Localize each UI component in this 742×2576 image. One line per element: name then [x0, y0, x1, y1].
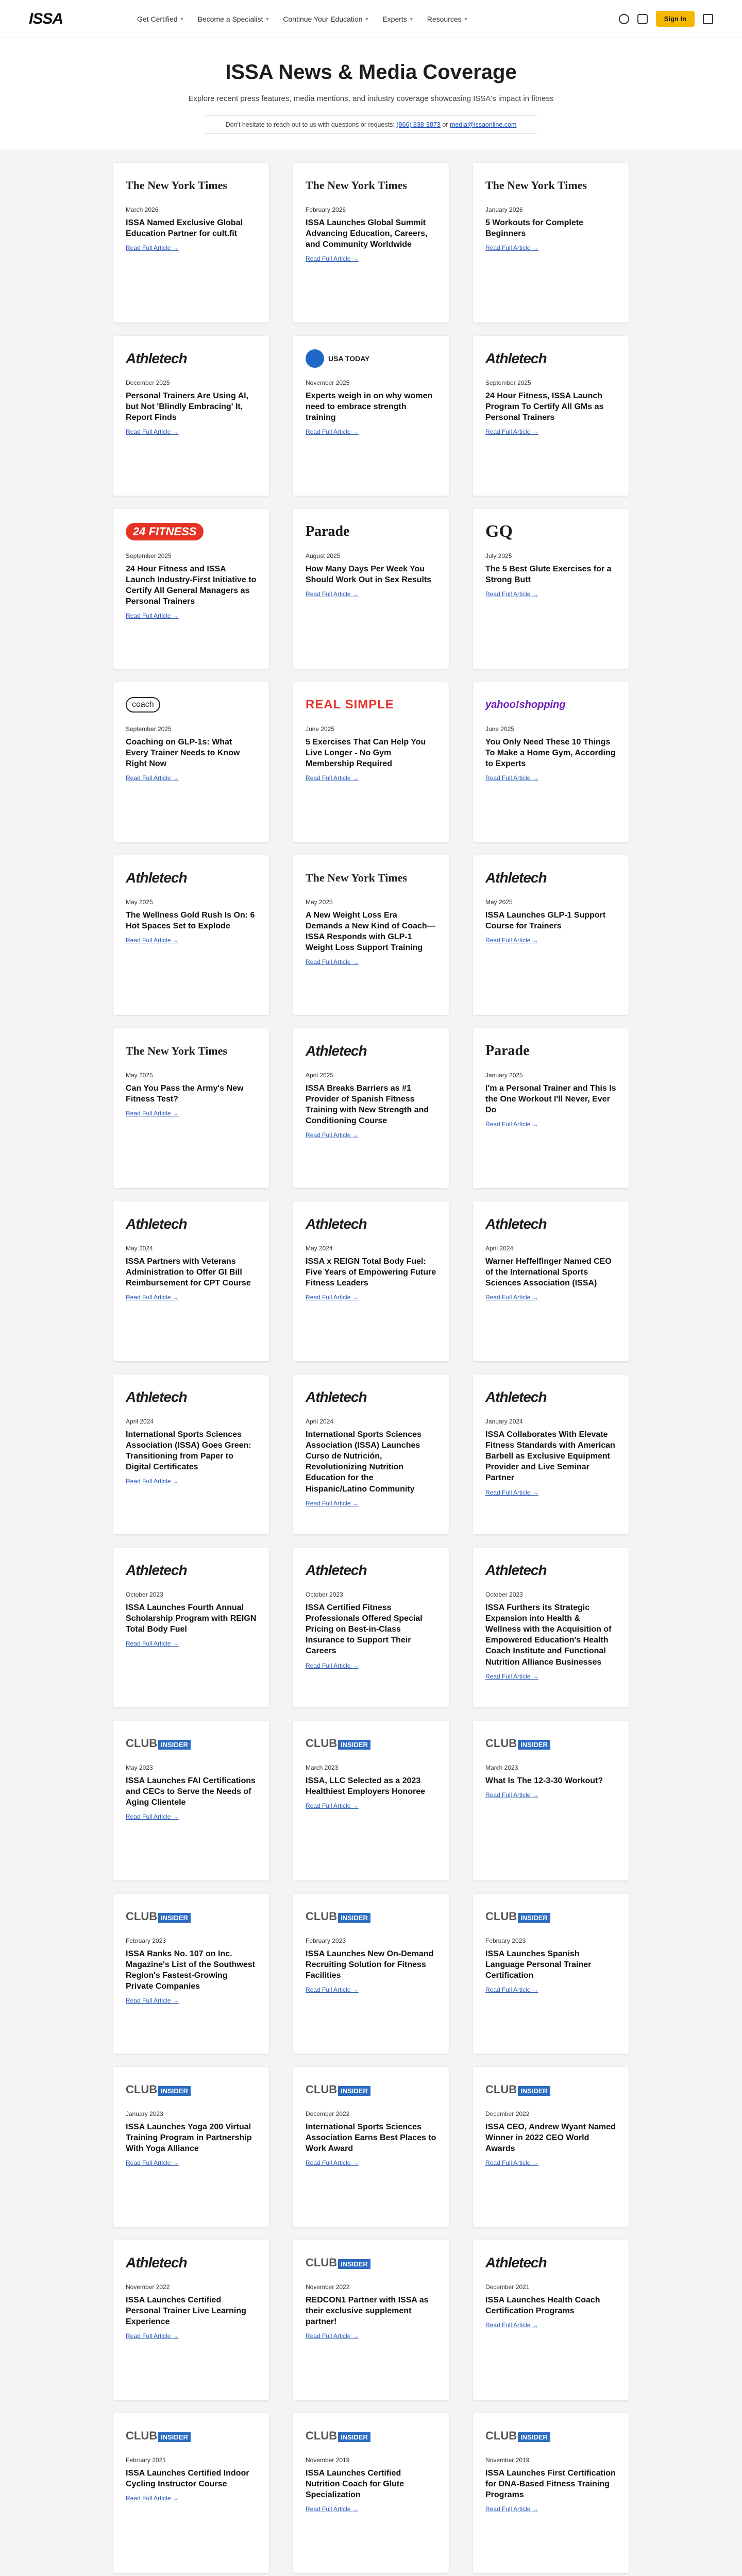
read-article-link[interactable]: Read Full Article →	[306, 958, 359, 966]
ath-logo: Athletech	[485, 870, 547, 886]
article-title: Personal Trainers Are Using AI, but Not 'Blindly Embracing' It, Report Finds	[126, 392, 249, 422]
publication-logo	[306, 2078, 436, 2101]
article-title: ISSA Launches Certified Nutrition Coach for Glute Specialization	[306, 2469, 404, 2500]
hero	[0, 38, 742, 149]
news-card	[473, 855, 629, 1015]
article-title: ISSA Launches Certified Personal Trainer Live Learning Experience	[126, 2296, 246, 2327]
article-title: ISSA Launches Certified Indoor Cycling Instructor Course	[126, 2469, 249, 2489]
read-article-link[interactable]: Read Full Article →	[485, 1986, 538, 1994]
article-date: May 2025	[126, 1072, 153, 1079]
article-title: You Only Need These 10 Things To Make a Home Gym, According to Experts	[485, 738, 616, 769]
read-article-link[interactable]: Read Full Article →	[485, 2159, 538, 2167]
news-card	[293, 855, 449, 1015]
media-phone-link[interactable]: (866) 838-3873	[396, 121, 441, 128]
article-date: February 2021	[126, 2456, 166, 2464]
news-card	[473, 1548, 629, 1707]
read-article-link[interactable]: Read Full Article →	[126, 774, 179, 782]
club-logo: CLUB INSIDER	[306, 2083, 370, 2096]
article-title: ISSA Furthers its Strategic Expansion into Health & Wellness with the Acquisition of Empowered Education's Health Coach Institute and Functional Nutrition Alliance Businesses	[485, 1603, 612, 1667]
news-card	[473, 1201, 629, 1361]
article-date: January 2026	[485, 206, 523, 213]
article-date: April 2024	[126, 1418, 154, 1425]
read-article-link[interactable]: Read Full Article →	[306, 1499, 359, 1507]
news-card	[293, 336, 449, 496]
article-title: ISSA Launches First Certification for DNA-Based Fitness Training Programs	[485, 2469, 616, 2500]
read-article-link[interactable]: Read Full Article →	[485, 244, 538, 252]
article-date: May 2024	[126, 1245, 153, 1252]
publication-logo	[485, 1040, 616, 1062]
news-card	[473, 1375, 629, 1534]
article-date: September 2025	[126, 725, 172, 733]
ath-logo: Athletech	[485, 1216, 547, 1232]
publication-logo	[485, 1905, 616, 1928]
news-card	[113, 509, 269, 669]
article-date: June 2025	[306, 725, 335, 733]
publication-logo	[306, 2251, 436, 2274]
nyt-logo: The New York Times	[306, 871, 407, 884]
publication-logo	[306, 347, 436, 370]
article-title: How Many Days Per Week You Should Work Out in Sex Results	[306, 565, 432, 585]
article-title: ISSA Launches Spanish Language Personal Trainer Certification	[485, 1950, 592, 1980]
nav-continue-education[interactable]: Continue Your Education ▼	[283, 14, 369, 23]
read-article-link[interactable]: Read Full Article →	[126, 2495, 179, 2502]
article-date: April 2024	[485, 1245, 514, 1252]
article-date: October 2023	[485, 1591, 523, 1598]
article-title: ISSA Named Exclusive Global Education Partner for cult.fit	[126, 218, 243, 239]
news-card	[293, 1548, 449, 1707]
publication-logo	[306, 1386, 436, 1409]
issa-logo[interactable]: ISSA	[29, 10, 63, 27]
news-card	[293, 509, 449, 669]
parade-logo: Parade	[306, 523, 350, 539]
read-article-link[interactable]: Read Full Article →	[126, 1640, 179, 1648]
publication-logo	[306, 867, 436, 889]
publication-logo	[126, 693, 257, 716]
page-title: ISSA News & Media Coverage	[225, 61, 517, 83]
read-article-link[interactable]: Read Full Article →	[126, 1110, 179, 1117]
article-title: International Sports Sciences Association Earns Best Places to Work Award	[306, 2123, 436, 2154]
publication-logo	[485, 2425, 616, 2447]
club-logo: CLUB INSIDER	[306, 2429, 370, 2443]
club-logo: CLUB INSIDER	[306, 1910, 370, 1923]
read-article-link[interactable]: Read Full Article →	[485, 1672, 538, 1680]
article-title: ISSA Launches Yoga 200 Virtual Training Program in Partnership With Yoga Alliance	[126, 2123, 252, 2154]
read-article-link[interactable]: Read Full Article →	[306, 255, 359, 263]
chevron-down-icon: ▼	[463, 16, 468, 22]
publication-logo	[126, 867, 257, 889]
ath-logo: Athletech	[126, 350, 187, 366]
article-title: ISSA Partners with Veterans Administration to Offer GI Bill Reimbursement for CPT Course	[126, 1257, 251, 1288]
news-card	[113, 2413, 269, 2573]
publication-logo	[126, 1213, 257, 1235]
club-logo: CLUB INSIDER	[126, 2429, 191, 2443]
read-article-link[interactable]: Read Full Article →	[126, 1997, 179, 2005]
news-card	[293, 1201, 449, 1361]
read-article-link[interactable]: Read Full Article →	[485, 937, 538, 944]
read-article-link[interactable]: Read Full Article →	[485, 1791, 538, 1799]
club-logo: CLUB INSIDER	[126, 2083, 191, 2096]
read-article-link[interactable]: Read Full Article →	[485, 2321, 538, 2329]
search-icon[interactable]	[619, 14, 629, 24]
news-card	[293, 1028, 449, 1188]
article-date: January 2023	[126, 2110, 163, 2117]
article-date: September 2025	[485, 379, 531, 386]
article-title: ISSA Launches New On-Demand Recruiting Solution for Fitness Facilities	[306, 1950, 434, 1980]
gq-logo: GQ	[485, 522, 513, 541]
news-card	[113, 1028, 269, 1188]
article-date: November 2019	[306, 2456, 350, 2464]
article-title: 24 Hour Fitness and ISSA Launch Industry-First Initiative to Certify All General Managers as Personal Trainers	[126, 565, 257, 606]
publication-logo	[306, 174, 436, 197]
article-title: ISSA Launches Global Summit Advancing Education, Careers, and Community Worldwide	[306, 218, 428, 249]
ath-logo: Athletech	[126, 2255, 187, 2270]
news-card	[113, 1894, 269, 2054]
contact-note: Don't hesitate to reach out to us with questions or requests: (866) 838-3873 or media@issaonline.com	[205, 115, 537, 134]
article-date: April 2025	[306, 1072, 334, 1079]
news-grid	[113, 149, 629, 2576]
publication-logo	[126, 174, 257, 197]
publication-logo	[485, 1732, 616, 1755]
read-article-link[interactable]: Read Full Article →	[306, 1131, 359, 1139]
article-date: September 2025	[126, 552, 172, 560]
news-card	[473, 336, 629, 496]
news-card	[293, 2413, 449, 2573]
article-date: October 2023	[126, 1591, 163, 1598]
news-card	[293, 1721, 449, 1880]
article-title: ISSA x REIGN Total Body Fuel: Five Years of Empowering Future Fitness Leaders	[306, 1257, 436, 1288]
club-logo: CLUB INSIDER	[126, 1737, 191, 1750]
read-article-link[interactable]: Read Full Article →	[306, 590, 359, 598]
article-title: ISSA, LLC Selected as a 2023 Healthiest Employers Honoree	[306, 1776, 426, 1797]
news-card	[473, 1894, 629, 2054]
article-date: March 2023	[485, 1764, 518, 1771]
article-date: August 2025	[306, 552, 341, 560]
publication-logo	[126, 1559, 257, 1582]
article-date: May 2025	[485, 899, 513, 906]
news-card	[113, 1548, 269, 1707]
article-date: May 2025	[306, 899, 333, 906]
article-date: March 2026	[126, 206, 159, 213]
news-card	[113, 2240, 269, 2400]
publication-logo	[126, 1905, 257, 1928]
read-article-link[interactable]: Read Full Article →	[306, 1802, 359, 1810]
chevron-down-icon: ▼	[265, 16, 270, 22]
site-header	[0, 0, 742, 38]
news-card	[113, 336, 269, 496]
news-card	[113, 2067, 269, 2227]
ath-logo: Athletech	[126, 1216, 187, 1232]
publication-logo	[126, 1040, 257, 1062]
article-title: REDCON1 Partner with ISSA as their exclusive supplement partner!	[306, 2296, 429, 2327]
publication-logo	[485, 693, 616, 716]
article-date: November 2022	[126, 2283, 170, 2291]
ath-logo: Athletech	[306, 1043, 367, 1059]
read-article-link[interactable]: Read Full Article →	[306, 428, 359, 436]
publication-logo	[485, 520, 616, 543]
publication-logo	[485, 174, 616, 197]
article-title: 5 Exercises That Can Help You Live Longer - No Gym Membership Required	[306, 738, 426, 769]
article-date: January 2024	[485, 1418, 523, 1425]
ath-logo: Athletech	[485, 1389, 547, 1405]
article-title: International Sports Sciences Association (ISSA) Launches Curso de Nutrición, Revolutionizing Nutrition Education for the Hispanic/Latino Community	[306, 1430, 421, 1494]
article-date: March 2023	[306, 1764, 339, 1771]
publication-logo	[126, 2078, 257, 2101]
news-card	[293, 682, 449, 842]
news-card	[113, 1375, 269, 1534]
read-article-link[interactable]: Read Full Article →	[306, 774, 359, 782]
article-date: October 2023	[306, 1591, 343, 1598]
news-card	[473, 509, 629, 669]
publication-logo	[126, 347, 257, 370]
chevron-down-icon: ▼	[409, 16, 414, 22]
article-title: ISSA CEO, Andrew Wyant Named Winner in 2022 CEO World Awards	[485, 2123, 616, 2154]
article-title: What Is The 12-3-30 Workout?	[485, 1776, 603, 1785]
ath-logo: Athletech	[485, 2255, 547, 2270]
usa-logo: USA TODAY	[306, 349, 369, 368]
article-title: ISSA Launches GLP-1 Support Course for Trainers	[485, 911, 606, 931]
read-article-link[interactable]: Read Full Article →	[306, 2505, 359, 2513]
header-actions	[619, 11, 713, 27]
club-logo: CLUB INSIDER	[306, 1737, 370, 1750]
nav-resources[interactable]: Resources ▼	[427, 14, 468, 23]
read-article-link[interactable]: Read Full Article →	[126, 612, 179, 620]
rs-logo: REAL SIMPLE	[306, 698, 394, 711]
publication-logo	[126, 2425, 257, 2447]
publication-logo	[485, 1213, 616, 1235]
chevron-down-icon: ▼	[364, 16, 369, 22]
news-card	[473, 1028, 629, 1188]
article-title: The Wellness Gold Rush Is On: 6 Hot Spaces Set to Explode	[126, 911, 255, 931]
ath-logo: Athletech	[306, 1216, 367, 1232]
article-title: 5 Workouts for Complete Beginners	[485, 218, 583, 239]
news-card	[473, 682, 629, 842]
news-card	[293, 2240, 449, 2400]
read-article-link[interactable]: Read Full Article →	[126, 1813, 179, 1821]
article-title: ISSA Ranks No. 107 on Inc. Magazine's List of the Southwest Region's Fastest-Growing Private Companies	[126, 1950, 255, 1991]
club-logo: CLUB INSIDER	[126, 1910, 191, 1923]
news-card	[473, 2240, 629, 2400]
club-logo: CLUB INSIDER	[485, 1737, 550, 1750]
read-article-link[interactable]: Read Full Article →	[485, 1488, 538, 1496]
news-card	[473, 2067, 629, 2227]
news-card	[113, 163, 269, 323]
club-logo: CLUB INSIDER	[306, 2256, 370, 2269]
news-card	[293, 1894, 449, 2054]
ath-logo: Athletech	[306, 1389, 367, 1405]
publication-logo	[485, 867, 616, 889]
article-title: Coaching on GLP-1s: What Every Trainer Needs to Know Right Now	[126, 738, 240, 769]
article-date: December 2022	[485, 2110, 530, 2117]
news-card	[293, 163, 449, 323]
article-title: ISSA Collaborates With Elevate Fitness Standards with American Barbell as Exclusive Equipment Provider and Live Seminar Partner	[485, 1430, 615, 1483]
article-date: May 2024	[306, 1245, 333, 1252]
article-date: December 2022	[306, 2110, 350, 2117]
article-title: International Sports Sciences Association (ISSA) Goes Green: Transitioning from Paper to Digital Certificates	[126, 1430, 251, 1472]
main-nav	[137, 15, 619, 23]
article-date: November 2019	[485, 2456, 530, 2464]
article-title: Can You Pass the Army's New Fitness Test?	[126, 1084, 244, 1104]
read-article-link[interactable]: Read Full Article →	[485, 1121, 538, 1128]
news-card	[473, 163, 629, 323]
news-card	[293, 2067, 449, 2227]
page-subtitle: Explore recent press features, media mentions, and industry coverage showcasing ISSA's impact in fitness	[188, 94, 554, 103]
cart-icon[interactable]	[703, 14, 713, 24]
read-article-link[interactable]: Read Full Article →	[126, 937, 179, 944]
article-title: ISSA Certified Fitness Professionals Offered Special Pricing on Best-in-Class Insurance to Support Their Careers	[306, 1603, 423, 1656]
article-date: May 2023	[126, 1764, 153, 1771]
article-date: February 2023	[306, 1937, 346, 1944]
nav-get-certified[interactable]: Get Certified ▼	[137, 14, 184, 23]
article-date: May 2025	[126, 899, 153, 906]
nav-experts[interactable]: Experts ▼	[382, 14, 414, 23]
article-title: I'm a Personal Trainer and This Is the One Workout I'll Never, Ever Do	[485, 1084, 616, 1115]
publication-logo	[306, 1040, 436, 1062]
media-email-link[interactable]: media@issaonline.com	[449, 121, 517, 128]
publication-logo	[306, 1732, 436, 1755]
read-article-link[interactable]: Read Full Article →	[485, 1294, 538, 1301]
read-article-link[interactable]: Read Full Article →	[126, 428, 179, 436]
publication-logo	[306, 520, 436, 543]
article-title: 24 Hour Fitness, ISSA Launch Program To Certify All GMs as Personal Trainers	[485, 392, 604, 422]
article-date: January 2025	[485, 1072, 523, 1079]
article-date: November 2022	[306, 2283, 350, 2291]
article-date: February 2023	[126, 1937, 166, 1944]
news-card	[113, 855, 269, 1015]
article-title: Experts weigh in on why women need to embrace strength training	[306, 392, 433, 422]
read-article-link[interactable]: Read Full Article →	[306, 1986, 359, 1994]
read-article-link[interactable]: Read Full Article →	[485, 428, 538, 436]
nyt-logo: The New York Times	[126, 1044, 227, 1057]
article-title: A New Weight Loss Era Demands a New Kind of Coach—ISSA Responds with GLP-1 Weight Loss Support Training	[306, 911, 435, 953]
read-article-link[interactable]: Read Full Article →	[126, 2159, 179, 2167]
ath-logo: Athletech	[306, 1562, 367, 1578]
ath-logo: Athletech	[126, 1562, 187, 1578]
article-title: ISSA Breaks Barriers as #1 Provider of Spanish Fitness Training with New Strength and Conditioning Course	[306, 1084, 429, 1126]
article-title: ISSA Launches FAI Certifications and CECs to Serve the Needs of Aging Clientele	[126, 1776, 256, 1807]
publication-logo	[126, 1732, 257, 1755]
publication-logo	[306, 1559, 436, 1582]
publication-logo	[485, 1559, 616, 1582]
phone-icon[interactable]	[637, 14, 648, 24]
article-date: December 2025	[126, 379, 170, 386]
club-logo: CLUB INSIDER	[485, 1910, 550, 1923]
club-logo: CLUB INSIDER	[485, 2429, 550, 2443]
club-logo: CLUB INSIDER	[485, 2083, 550, 2096]
article-date: April 2024	[306, 1418, 334, 1425]
publication-logo	[485, 1386, 616, 1409]
coach-logo: coach	[126, 697, 160, 713]
news-card	[473, 1721, 629, 1880]
article-title: ISSA Launches Health Coach Certification Programs	[485, 2296, 600, 2316]
parade-logo: Parade	[485, 1043, 530, 1059]
publication-logo	[306, 2425, 436, 2447]
article-title: Warner Heffelfinger Named CEO of the International Sports Sciences Association (ISSA)	[485, 1257, 612, 1288]
ath-logo: Athletech	[485, 1562, 547, 1578]
chevron-down-icon: ▼	[179, 16, 184, 22]
sign-in-button[interactable]: Sign In	[656, 11, 695, 27]
article-date: February 2023	[485, 1937, 526, 1944]
publication-logo	[306, 1213, 436, 1235]
publication-logo	[126, 520, 257, 543]
news-card	[473, 2413, 629, 2573]
article-title: ISSA Launches Fourth Annual Scholarship Program with REIGN Total Body Fuel	[126, 1603, 257, 1634]
read-article-link[interactable]: Read Full Article →	[306, 1662, 359, 1669]
read-article-link[interactable]: Read Full Article →	[485, 774, 538, 782]
ath-logo: Athletech	[126, 1389, 187, 1405]
publication-logo	[306, 693, 436, 716]
publication-logo	[126, 2251, 257, 2274]
news-card	[113, 1201, 269, 1361]
article-date: June 2025	[485, 725, 515, 733]
article-date: February 2026	[306, 206, 346, 213]
article-date: July 2025	[485, 552, 512, 560]
nyt-logo: The New York Times	[126, 179, 227, 192]
read-article-link[interactable]: Read Full Article →	[485, 590, 538, 598]
article-date: November 2025	[306, 379, 350, 386]
nav-become-specialist[interactable]: Become a Specialist ▼	[197, 14, 270, 23]
publication-logo	[485, 2078, 616, 2101]
yahoo-logo: yahoo!shopping	[485, 699, 566, 710]
read-article-link[interactable]: Read Full Article →	[306, 2332, 359, 2340]
nyt-logo: The New York Times	[485, 179, 587, 192]
news-card	[113, 682, 269, 842]
read-article-link[interactable]: Read Full Article →	[126, 2332, 179, 2340]
nyt-logo: The New York Times	[306, 179, 407, 192]
fit-logo: 24 FITNESS	[126, 523, 204, 540]
news-card	[293, 1375, 449, 1534]
news-card	[113, 1721, 269, 1880]
article-date: December 2021	[485, 2283, 530, 2291]
publication-logo	[485, 347, 616, 370]
publication-logo	[306, 1905, 436, 1928]
publication-logo	[126, 1386, 257, 1409]
read-article-link[interactable]: Read Full Article →	[306, 2159, 359, 2167]
publication-logo	[485, 2251, 616, 2274]
ath-logo: Athletech	[485, 350, 547, 366]
ath-logo: Athletech	[126, 870, 187, 886]
article-title: The 5 Best Glute Exercises for a Strong Butt	[485, 565, 612, 585]
read-article-link[interactable]: Read Full Article →	[126, 244, 179, 252]
read-article-link[interactable]: Read Full Article →	[126, 1478, 179, 1485]
read-article-link[interactable]: Read Full Article →	[126, 1294, 179, 1301]
read-article-link[interactable]: Read Full Article →	[485, 2505, 538, 2513]
read-article-link[interactable]: Read Full Article →	[306, 1294, 359, 1301]
